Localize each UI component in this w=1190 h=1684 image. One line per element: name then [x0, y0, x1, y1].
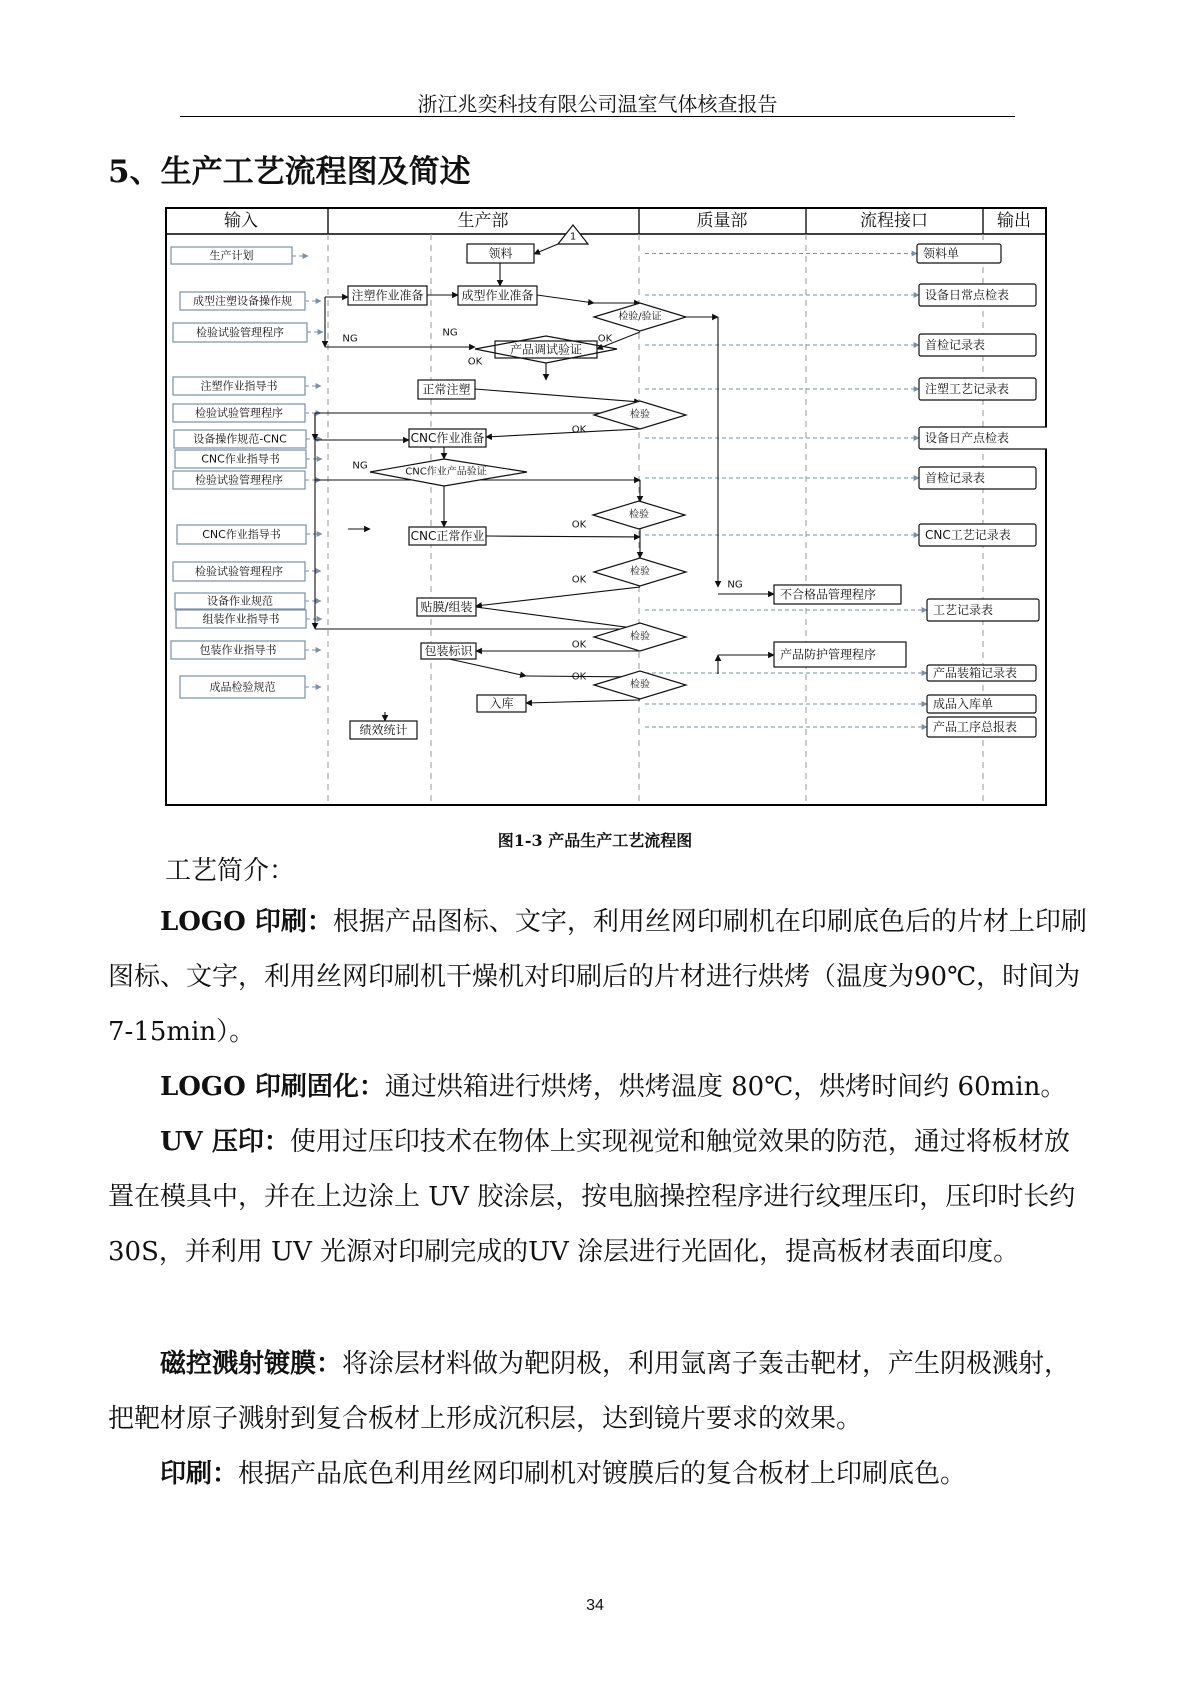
- paragraph-uv-embossing: [108, 1115, 1088, 1280]
- lane-header: 流程接口: [860, 211, 928, 231]
- input-doc-label: 生产计划: [209, 249, 254, 262]
- ng-label: NG: [352, 460, 368, 472]
- process-step-label: 贴膜/组装: [420, 600, 473, 614]
- input-doc-label: 组装作业指导书: [202, 612, 280, 626]
- lane-header: 质量部: [696, 211, 748, 231]
- process-step: [467, 244, 534, 263]
- input-doc-label: 成品检验规范: [209, 680, 276, 694]
- output-record-label: CNC工艺记录表: [925, 528, 1011, 542]
- lane-header: 生产部: [457, 211, 509, 231]
- process-step: [421, 643, 476, 659]
- process-step-label: 领料: [488, 246, 513, 261]
- input-doc-label: 成型注塑设备操作规: [193, 294, 292, 308]
- process-step-label: 绩效统计: [359, 723, 408, 737]
- output-record: [927, 665, 1036, 681]
- input-doc: [176, 610, 306, 628]
- start-marker-label: 1: [569, 231, 577, 243]
- quality-check-label: 检验: [630, 631, 650, 643]
- figure-caption: 图1-3 产品生产工艺流程图: [497, 831, 693, 850]
- input-doc: [175, 450, 306, 468]
- output-record-label: 首检记录表: [925, 471, 986, 485]
- term-printing: 印刷：: [160, 1459, 239, 1489]
- output-record-label: 首检记录表: [925, 338, 986, 352]
- input-doc-label: 设备操作规范-CNC: [193, 432, 287, 446]
- ok-label: OK: [571, 519, 587, 531]
- text-logo-curing: 通过烘箱进行烘烤，烘烤温度 80℃，烘烤时间约 60min。: [384, 1072, 1067, 1102]
- process-step-label: CNC作业准备: [410, 431, 485, 445]
- output-record: [917, 244, 1001, 263]
- input-doc: [173, 323, 307, 342]
- quality-check-label: 检验: [629, 509, 649, 521]
- ng-label: NG: [727, 579, 743, 591]
- output-record: [927, 695, 1036, 713]
- interface-procedure: [774, 585, 901, 604]
- input-doc: [173, 562, 305, 581]
- process-step: [348, 286, 427, 305]
- output-record: [919, 284, 1036, 306]
- quality-check-label: 检验: [630, 566, 650, 578]
- interface-procedure-label: 产品防护管理程序: [780, 647, 877, 662]
- ok-label: OK: [597, 333, 613, 345]
- ng-label: NG: [342, 333, 358, 345]
- input-doc: [180, 676, 305, 698]
- input-doc-label: 检验试验管理程序: [195, 473, 283, 487]
- output-record-label: 产品工序总报表: [933, 720, 1018, 734]
- process-step: [409, 429, 486, 447]
- input-doc: [177, 525, 306, 544]
- input-doc-label: 检验试验管理程序: [195, 406, 283, 420]
- process-step: [458, 286, 537, 305]
- process-step-label: CNC正常作业: [410, 529, 485, 543]
- ng-label: NG: [442, 327, 458, 339]
- process-step-label: 包装标识: [424, 644, 473, 658]
- process-step-label: 注塑作业准备: [351, 288, 424, 303]
- process-step: [477, 695, 526, 712]
- lane-header: 输出: [997, 211, 1031, 231]
- output-record: [919, 467, 1036, 489]
- interface-procedure-label: 不合格品管理程序: [780, 587, 877, 602]
- output-record: [927, 599, 1039, 621]
- input-doc-label: 设备作业规范: [207, 594, 273, 608]
- input-doc: [173, 377, 305, 395]
- input-doc-label: CNC作业指导书: [202, 528, 281, 541]
- page-header: 浙江兆奕科技有限公司温室气体核查报告: [417, 92, 778, 116]
- header-divider: [180, 116, 1015, 117]
- process-subheading: 工艺简介：: [165, 856, 296, 886]
- text-sputtering: 将涂层材料做为靶阴极，利用氩离子轰击靶材，产生阴极溅射，把靶材原子溅射到复合板材上形成沉积层，达到镜片要求的效果。: [108, 1349, 1071, 1434]
- term-sputtering: 磁控溅射镀膜：: [160, 1349, 343, 1379]
- paragraph-logo-printing: [108, 895, 1088, 1060]
- ok-label: OK: [571, 639, 587, 651]
- output-record-label: 设备日常点检表: [925, 288, 1010, 302]
- term-uv-embossing: UV 压印：: [160, 1127, 290, 1157]
- section-title: 5、生产工艺流程图及简述: [108, 154, 471, 190]
- input-doc: [171, 641, 305, 659]
- output-record: [919, 334, 1036, 356]
- output-record-label: 领料单: [923, 246, 960, 261]
- ok-label: OK: [467, 356, 483, 368]
- interface-procedure: [774, 642, 906, 667]
- ok-label: OK: [571, 671, 587, 683]
- process-flowchart: [165, 207, 1047, 807]
- input-doc-label: 检验试验管理程序: [195, 565, 283, 578]
- input-doc: [175, 593, 305, 609]
- input-doc: [180, 292, 305, 310]
- input-doc: [173, 404, 305, 422]
- process-step-label: 成型作业准备: [461, 288, 534, 303]
- term-logo-curing: LOGO 印刷固化：: [160, 1072, 385, 1102]
- output-record-label: 注塑工艺记录表: [925, 382, 1010, 396]
- process-step-label: 入库: [489, 696, 514, 711]
- output-record: [919, 427, 1047, 449]
- quality-check-label: 检验: [630, 679, 650, 691]
- process-step: [418, 380, 475, 399]
- input-doc-label: 包装作业指导书: [199, 643, 277, 657]
- paragraph-sputtering: [108, 1337, 1088, 1447]
- ok-label: OK: [571, 424, 587, 436]
- process-decision-label: CNC作业产品验证: [405, 466, 487, 478]
- input-doc: [171, 247, 292, 264]
- text-printing: 根据产品底色利用丝网印刷机对镀膜后的复合板材上印刷底色。: [238, 1459, 967, 1489]
- text-uv-embossing: 使用过压印技术在物体上实现视觉和触觉效果的防范，通过将板材放置在模具中，并在上边涂上 UV 胶涂层，按电脑操控程序进行纹理压印，压印时长约 30S，并利用 UV 光源对印刷完成的UV 涂层进行光固化，提高板材表面印度。: [108, 1127, 1076, 1267]
- input-doc: [174, 430, 306, 448]
- input-doc-label: 注塑作业指导书: [200, 379, 278, 393]
- input-doc-label: CNC作业指导书: [201, 452, 280, 466]
- text-logo-printing: 根据产品图标、文字，利用丝网印刷机在印刷底色后的片材上印刷图标、文字，利用丝网印刷机干燥机对印刷后的片材进行烘烤（温度为90℃，时间为 7-15min）。: [108, 907, 1087, 1047]
- term-logo-printing: LOGO 印刷：: [160, 907, 333, 937]
- ok-label: OK: [571, 574, 587, 586]
- output-record: [919, 378, 1036, 400]
- output-record-label: 成品入库单: [933, 697, 994, 711]
- output-record: [919, 524, 1036, 546]
- quality-check-label: 检验/验证: [618, 311, 662, 323]
- output-record-label: 设备日产点检表: [925, 431, 1010, 445]
- process-step: [350, 721, 417, 739]
- paragraph-logo-curing: [108, 1060, 1088, 1115]
- output-record-label: 工艺记录表: [933, 603, 994, 617]
- lane-header: 输入: [224, 211, 258, 231]
- input-doc-label: 检验试验管理程序: [196, 326, 284, 339]
- process-step-label: 产品调试验证: [509, 342, 583, 357]
- process-step-label: 正常注塑: [422, 382, 471, 397]
- process-step: [409, 527, 486, 545]
- process-step: [417, 598, 476, 616]
- page-number: 34: [586, 1597, 604, 1614]
- output-record-label: 产品装箱记录表: [933, 666, 1018, 680]
- paragraph-printing: [108, 1447, 1088, 1502]
- quality-check-label: 检验: [630, 409, 650, 421]
- output-record: [927, 717, 1036, 737]
- input-doc: [173, 471, 305, 489]
